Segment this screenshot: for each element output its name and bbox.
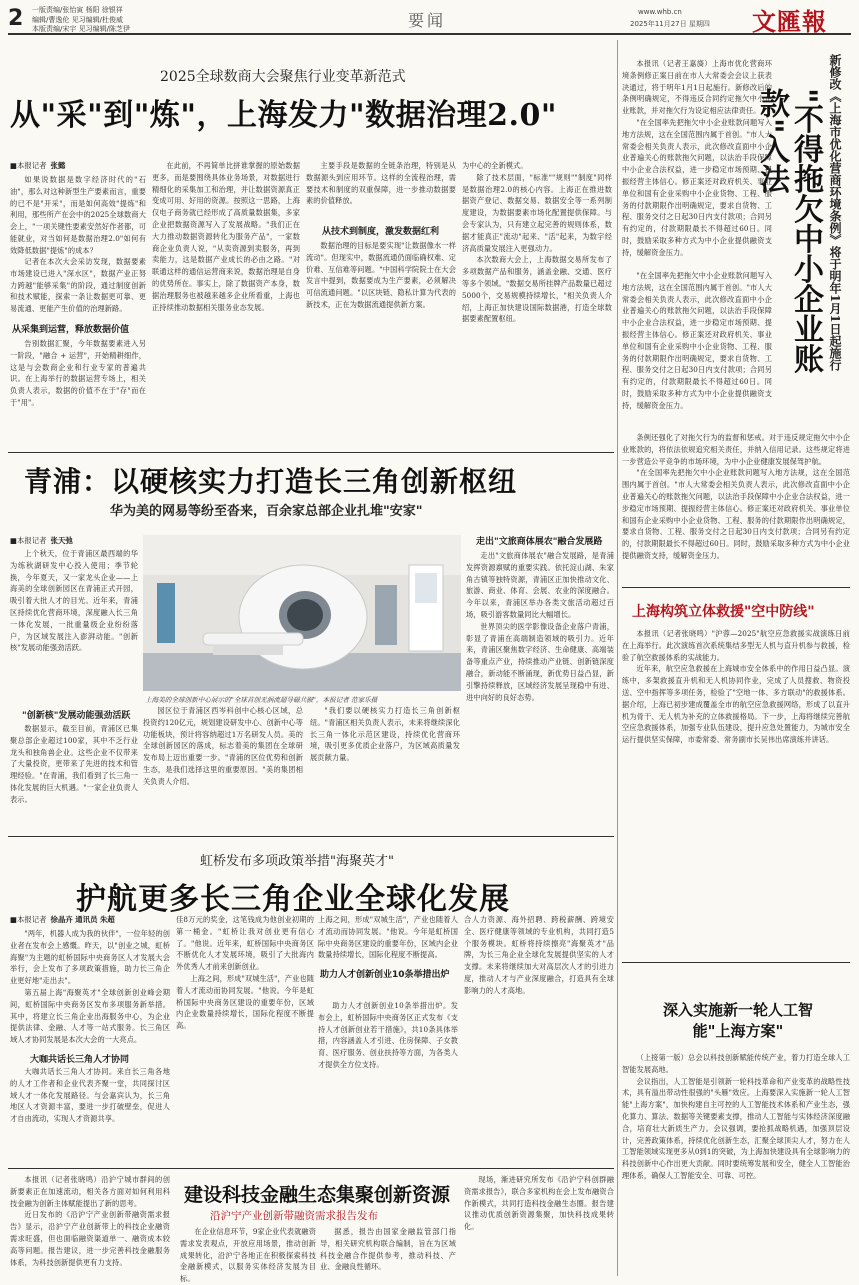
article1-byline	[10, 160, 65, 171]
divider	[8, 836, 614, 837]
text-paragraph: 除了技术层面，"标准""规则""制度"同样是数据治理2.0的核心内容。上海正在推进数据资产登记、数据交易、数据安全等一系列制度建设，为数据要素市场化配置提供保障。与会专家认为，只有建立起完善的规则体系，数据才能真正"流动"起来、"活"起来，为数字经济高质量发展注入更强动力。	[462, 172, 612, 253]
right-article1-headline: "不得拖欠中小企业账款"入法	[754, 88, 823, 374]
article4-col1-text	[10, 1174, 170, 1274]
text-paragraph: 据悉，报告由国家金融监管部门指导，相关研究机构联合编制，旨在为区域科技金融合作提供参考，推动科技、产业、金融良性循环。	[320, 1227, 456, 1272]
article3-subhead-1: 大咖共话长三角人才协同	[30, 1055, 130, 1065]
photo-caption: 上海美的全球创新中心展示的"全球首创无涡流超导磁共振"。本报记者 范家乐摄	[145, 696, 378, 704]
byline-prefix: ■本报记者	[10, 915, 47, 924]
article3-byline	[10, 914, 115, 925]
article2-subhead-2: 走出"文旅商体展农"融合发展路	[476, 537, 603, 547]
text-paragraph: 记者在本次大会采访发现，数据要素市场建设已进入"深水区"，数据产业正努力跨越"能够采集"的阶段，通过制度创新和技术赋能，探索一条让数据更可靠、更易流通、更能产生价值的治理新路。	[10, 257, 146, 314]
text-paragraph: 告别数据汇聚，今年数据要素进入另一阶段，"融合 + 运营"，开始精耕细作，这是与会数商企业和行业专家的普遍共识。在上海举行的数据运营专场上，相关负责人表示，数据的价值不在于"存"而在于"用"。	[10, 339, 146, 407]
text-paragraph: （上接第一版）总会以科技创新赋能传统产业，着力打造全球人工智能发展高地。	[622, 1053, 850, 1074]
article3-col4-text	[464, 914, 614, 1162]
article1-col1-text2	[10, 256, 146, 314]
article4-subtitle: 沿沪宁产业创新带融资需求报告发布	[210, 1210, 378, 1222]
staff-line: 编辑/曹逸伦 见习编辑/杜俊威	[32, 15, 123, 24]
text-paragraph: 助力人才创新创业10条举措出炉。发布会上，虹桥国际中央商务区正式发布《支持人才创新创业若干措施》，共10条具体举措，内容涵盖人才引进、住房保障、子女教育、医疗服务、创业扶持等方面，为各类人才提供全方位支持。	[318, 1001, 458, 1069]
text-paragraph: 世界顶尖的医学影像设备企业落户青浦，彰显了青浦在高端制造领域的吸引力。近年来，青浦区聚焦数字经济、生命健康、高端装备等重点产业，持续推动产业链、创新链深度融合，新动能不断涌现，新优势日益凸显，新引擎持续释放，区域经济发展呈现稳中有进、进中向好的良好态势。	[466, 621, 614, 702]
page-number: 2	[8, 6, 24, 31]
article1-col1-text3	[10, 338, 146, 444]
article4-col2-text	[180, 1226, 316, 1284]
text-paragraph: 第五届上海"海聚英才"全球创新创业峰会期间，虹桥国际中央商务区发布多项服务新举措。其中，将建立长三角企业出海服务中心，为企业提供法律、金融、人才等一站式服务。长三角区域人才协同发展是本次大会的一大亮点。	[10, 987, 170, 1045]
article1-col4-text	[462, 160, 612, 445]
divider	[622, 587, 850, 588]
divider	[8, 452, 614, 453]
text-paragraph: "在全国率先把拖欠中小企业账款问题写入地方法规，这在全国范围内属于首创。"市人大常委会相关负责人表示，此次修改直面中小企业普遍关心的账款拖欠问题，以法治手段保障中小企业合法权益，进一步稳定市场预期、提振经营主体信心。修正案还对政府机关、事业单位和国有企业采购中小企业货物、工程、服务的付款期限作出明确规定，要求自货物、工程、服务交付之日起30日内支付款项；合同另有约定的，付款期限最长不得超过60日。同时，鼓励采取多种方式为中小企业提供融资支持，缓解资金压力。	[622, 271, 772, 410]
article1-col3-text	[306, 160, 456, 220]
article3-col3-text	[318, 914, 458, 964]
staff-line: 一版责编/张怡寅 杨阳 徐银祥	[32, 6, 123, 14]
article1-col3-text2	[306, 240, 456, 445]
header-rule	[8, 33, 851, 35]
right-article2-text	[622, 628, 850, 954]
text-paragraph: 本报讯（记者王嘉旖）上海市优化营商环境条例修正案日前在市人大常委会会议上获表决通过，将于明年1月1日起施行。新修改后的条例明确规定，不得违反合同约定拖欠中小企业账款，并对拖欠行为设定相应法律责任。	[622, 59, 772, 116]
text-paragraph: 近年来，航空应急救援在上海城市安全体系中的作用日益凸显。演练中，多架救援直升机和无人机协同作业，完成了人员搜救、物资投送、空中指挥等多项任务，检验了"空地一体、多方联动"的救援体系。据介绍，上海已初步建成覆盖全市的航空应急救援网络，形成了以直升机为骨干、无人机为补充的立体救援格局。下一步，上海将继续完善航空应急救援体系，加强专业队伍建设，提升应急处置能力，为城市安全运行提供坚实保障，市委常委、常务副市长吴伟出席演练并讲话。	[622, 664, 850, 745]
byline-prefix: ■本报记者	[10, 536, 47, 545]
staff-line: 本版责编/宋宇 见习编辑/陈芝伊	[32, 25, 130, 33]
article1-col1-text	[10, 174, 146, 254]
text-paragraph: "我们要以硬核实力打造长三角创新枢纽。"青浦区相关负责人表示，未来将继续深化长三角一体化示范区建设，持续优化营商环境，吸引更多优质企业落户，为区域高质量发展贡献力量。	[310, 706, 460, 763]
text-paragraph: 本报讯（记者张晓鸣）"沪蓉—2025"航空应急救援实战演练日前在上海举行。此次演练首次系统集结多型无人机与直升机参与救援，检验了航空救援体系的实战能力。	[622, 629, 850, 662]
article3-col1-text	[10, 928, 170, 1046]
text-paragraph: 走出"文旅商体展农"融合发展路，是青浦发挥资源禀赋的重要实践。依托淀山湖、朱家角古镇等独特资源，青浦区正加快推动文化、旅游、商业、体育、会展、农业的深度融合。今年以来，青浦区举办各类文旅活动超过百场，吸引游客数量同比大幅增长。	[466, 551, 614, 619]
text-paragraph: "在全国率先把拖欠中小企业账款问题写入地方法规，这在全国范围内属于首创。"市人大常委会相关负责人表示，此次修改直面中小企业普遍关心的账款拖欠问题，以法治手段保障中小企业合法权益，进一步稳定市场预期、提振经营主体信心。修正案还对政府机关、事业单位和国有企业采购中小企业货物、工程、服务的付款期限作出明确规定，要求自货物、工程、服务交付之日起30日内支付款项；合同另有约定的，付款期限最长不得超过60日。同时，鼓励采取多种方式为中小企业提供融资支持，缓解资金压力。	[622, 468, 850, 560]
text-paragraph: 近日发布的《沿沪宁产业创新带融资需求报告》显示，沿沪宁产业创新带上的科技企业融资需求旺盛，但也面临融资渠道单一、融资成本较高等问题。报告建议，进一步完善科技金融服务体系，为科技创新提供更有力支持。	[10, 1210, 170, 1267]
text-paragraph: 本次数商大会上，上海数据交易所发布了多项数据产品和服务，涵盖金融、交通、医疗等多个领域。"数据交易所挂牌产品数量已超过5000个，交易规模持续增长，"相关负责人介绍，上海正加快建设国际数据港，打造全球数据要素配置枢纽。	[462, 255, 612, 324]
right-article1-text2	[622, 270, 772, 430]
issue-date: 2025年11月27日 星期四	[630, 20, 710, 28]
article3-col3-text2	[318, 1000, 458, 1162]
website: www.whb.cn	[638, 8, 682, 16]
text-paragraph: 佳8万元的奖金，这笔钱成为他创业初期的第一桶金。"虹桥让我对创业更有信心了。"他说。近年来，虹桥国际中央商务区不断优化人才发展环境，吸引了大批海内外优秀人才前来创新创业。	[176, 915, 314, 972]
article3-kicker: 虹桥发布多项政策举措"海聚英才"	[200, 854, 394, 869]
divider	[8, 1168, 614, 1169]
text-paragraph: 上个秋天，位于青浦区最西端的华为练秋湖研发中心投入使用；季节轮换，今年夏天，又一家龙头企业——上海美的全球创新园区在青浦正式开园，吸引着大批人才的目光。近年来，青浦区持续优化营商环境，深度融入长三角一体化发展，一批重量级企业纷纷落户，为区域发展注入澎湃动能。"创新核"发展动能强劲活跃。	[10, 549, 138, 653]
byline-prefix: ■本报记者	[10, 161, 47, 170]
text-paragraph: 在此前，不再简单比拼谁掌握的原始数据更多，而是要围绕具体业务场景，对数据进行精细化的采集加工和治理，并让数据资源真正变成可用、好用的资源。按照这一思路，上海仅电子商务就已经形成了高质量数据集，多家企业把数据资源写入了发展战略。"我们正在大力推动数据资源转化为服务产品"，一家数商企业负责人说，"从卖资源到卖服务，再到卖能力，这是数据产业成长的必由之路。"对联通这样的通信运营商来说，数据治理是自身的优势所在。事实上，除了数据资产本身，数据治理服务也被越来越多企业所看重，上海也正持续推动数据相关服务业态发展。	[152, 161, 300, 312]
article4-col3-text	[320, 1226, 456, 1276]
article1-subhead-1: 从采集到运营，释放数据价值	[12, 325, 130, 335]
text-paragraph: 上海之间，形成"双城生活"，产业也随着人才流动而协同发展。"他说。今年是虹桥国际中央商务区建设的重要年份，区域内企业数量持续增长，国际化程度不断提高。	[176, 973, 314, 1031]
byline-name: 张天弛	[50, 536, 73, 545]
byline-name: 张懿	[50, 161, 66, 170]
article1-col2-text	[152, 160, 300, 445]
text-paragraph: 主要手段是数据的全链条治理，特别是从数据源头到应用环节。这样的全流程治理，需要技术和制度的双重保障，进一步推动数据要素的价值释放。	[306, 161, 456, 206]
article2-byline	[10, 535, 73, 546]
text-paragraph: 数据治理的目标是要实现"让数据像水一样流动"。但现实中，数据流通仍面临确权难、定价难、互信难等问题。"中国科学院院士在大会发言中提到，数据要成为生产要素，必须解决可信流通问题。"以区块链、隐私计算为代表的新技术，正在为数据流通提供新方案。	[306, 241, 456, 309]
text-paragraph: 数据显示，截至目前，青浦区已集聚总部企业超过100家，其中不乏行业龙头和独角兽企业。这些企业不仅带来了大量投资，更带来了先进的技术和管理经验。"在青浦，我们看到了长三角一体化发展的巨大机遇。"一家企业负责人表示。	[10, 724, 138, 804]
text-paragraph: 上海之间，形成"双城生活"，产业也随着人才流动而协同发展。"他说。今年是虹桥国际中央商务区建设的重要年份，区域内企业数量持续增长，国际化程度不断提高。	[318, 915, 458, 960]
article3-headline: 护航更多长三角企业全球化发展	[76, 882, 510, 917]
text-paragraph: 在企业信息环节，9家企业代表就融资需求发表观点，开放应用场景，推动创新成果转化，沿沪宁各地正在积极探索科技金融新模式，以服务实体经济发展为目标。	[180, 1227, 316, 1284]
right-article3-headline: 深入实施新一轮人工智能"上海方案"	[662, 1001, 813, 1040]
text-paragraph: 大咖共话长三角人才协同。来自长三角各地的人才工作者和企业代表齐聚一堂，共同探讨区域人才一体化发展路径。与会嘉宾认为，长三角地区人才资源丰富，要进一步打破壁垒，促进人才自由流动，实现人才资源共享。	[10, 1067, 170, 1124]
text-paragraph: 现场，渐进研究所发布《沿沪宁科创群融资需求报告》，联合多家机构在会上发布融资合作新模式，共同打造科技金融生态圈。报告建议推动优质创新资源集聚，加快科技成果转化。	[464, 1175, 614, 1232]
article3-col1-text2	[10, 1066, 170, 1162]
text-paragraph: 本报讯（记者张晓鸣）沿沪宁城市群间的创新要素正在加速流动，相关各方面对如何利用科技金融为创新主体赋能提出了新的思考。	[10, 1175, 170, 1208]
right-article1-deck: 新修改《上海市优化营商环境条例》将于明年1月1日起施行	[828, 54, 842, 371]
article2-subhead-1: "创新核"发展动能强劲活跃	[22, 711, 131, 721]
article2-col2-text	[143, 705, 303, 830]
byline-name: 徐晶卉 通讯员 朱超	[50, 915, 115, 924]
article2-subtitle: 华为美的网易等纷至沓来，百余家总部企业扎堆"安家"	[110, 504, 423, 519]
column-divider	[617, 40, 618, 1276]
article2-col4-text	[466, 550, 614, 830]
article4-headline: 建设科技金融生态集聚创新资源	[184, 1184, 451, 1206]
right-article3-text	[622, 1052, 850, 1276]
text-paragraph: 合人力资源、海外招聘、跨税薪酬、跨境安全、医疗健康等领域的专业机构，共同打造5个服务模块。虹桥将持续擦亮"海聚英才"品牌，为长三角企业全球化发展提供坚实的人才支撑。未来将继续加大对高层次人才的引进力度，推动人才与产业深度融合，打造具有全球影响力的人才高地。	[464, 915, 614, 995]
text-paragraph: "两年，机器人成为我的伙伴"，一位年轻的创业者在发布会上感慨。昨天，以"创业之城，虹桥海聚"为主题的虹桥国际中央商务区人才发展大会举行，会上发布了多项政策措施，助力长三角企业更好地"走出去"。	[10, 929, 170, 986]
section-label: 要闻	[408, 11, 447, 30]
article2-col1-text2	[10, 723, 138, 828]
text-paragraph: 为中心的全新模式。	[462, 161, 528, 170]
mri-machine-illustration	[143, 535, 461, 691]
article2-headline: 青浦：以硬核实力打造长三角创新枢纽	[24, 465, 518, 498]
right-article1-text3	[622, 432, 850, 582]
text-paragraph: 会议指出，人工智能是引领新一轮科技革命和产业变革的战略性技术，具有溢出带动性很强的"头雁"效应。上海要深入实施新一轮人工智能"上海方案"，加快构建自主可控的人工智能技术体系和产业生态，强化算力、算法、数据等关键要素支撑，推动人工智能与实体经济深度融合，培育壮大新质生产力。会议强调，要抢抓战略机遇，加强顶层设计，完善政策体系，持续优化创新生态，汇聚全球顶尖人才，努力在人工智能领域实现更多从0到1的突破，为上海加快建设具有全球影响力的科技创新中心作出更大贡献。同时要统筹发展和安全，健全人工智能治理体系，确保人工智能安全、可靠、可控。	[622, 1076, 850, 1180]
article1-subhead-2: 从技术到制度，激发数据红利	[322, 227, 440, 237]
article1-headline: 从"采"到"炼"，上海发力"数据治理2.0"	[10, 98, 557, 133]
text-paragraph: 如果说数据是数字经济时代的"石油"，那么对这种新型生产要素而言，重要的已不是"开采"，而是如何高效"提炼"和利用，那些所产在会中的2025全球数商大会上，"一项关键性要素安然好作者都，可能就业，对当如何是数据治理2.0"如何有效降低数据"提炼"的成本？	[10, 175, 146, 255]
text-paragraph: "在全国率先把拖欠中小企业账款问题写入地方法规，这在全国范围内属于首创。"市人大常委会相关负责人表示，此次修改直面中小企业普遍关心的账款拖欠问题，以法治手段保障中小企业合法权益，进一步稳定市场预期、提振经营主体信心。修正案还对政府机关、事业单位和国有企业采购中小企业货物、工程、服务的付款期限作出明确规定，要求自货物、工程、服务交付之日起30日内支付款项；合同另有约定的，付款期限最长不得超过60日。同时，鼓励采取多种方式为中小企业提供融资支持，缓解资金压力。	[622, 117, 772, 257]
article4-col4-text	[464, 1174, 614, 1274]
article2-col3-text	[310, 705, 460, 830]
right-article2-headline: 上海构筑立体救援"空中防线"	[632, 604, 815, 620]
text-paragraph: 条例还强化了对拖欠行为的监督和惩戒。对于违反规定拖欠中小企业账款的，将依法依规追究相关责任，并纳入信用记录。这些规定将进一步营造公平竞争的市场环境，为中小企业健康发展保驾护航。	[622, 433, 850, 466]
article2-col1-text	[10, 548, 138, 703]
masthead-logo: 文匯報	[752, 7, 827, 36]
right-article1-text1	[622, 58, 772, 268]
staff-credits	[32, 6, 130, 35]
article1-kicker: 2025全球数商大会聚焦行业变革新范式	[160, 69, 406, 85]
article3-col2-text	[176, 914, 314, 1162]
text-paragraph: 园区位于青浦区西岑科创中心核心区域，总投资约120亿元，规划建设研发中心、创新中心等功能板块，预计将容纳超过1万名研发人员。美的全球创新园区的落成，标志着美的集团在全球研发布局上迈出重要一步。"青浦的区位优势和创新生态，是我们选择这里的重要原因。"美的集团相关负责人介绍。	[143, 706, 303, 786]
mri-machine-photo	[143, 535, 461, 691]
divider	[622, 962, 850, 963]
article3-subhead-2: 助力人才创新创业10条举措出炉	[320, 970, 450, 980]
